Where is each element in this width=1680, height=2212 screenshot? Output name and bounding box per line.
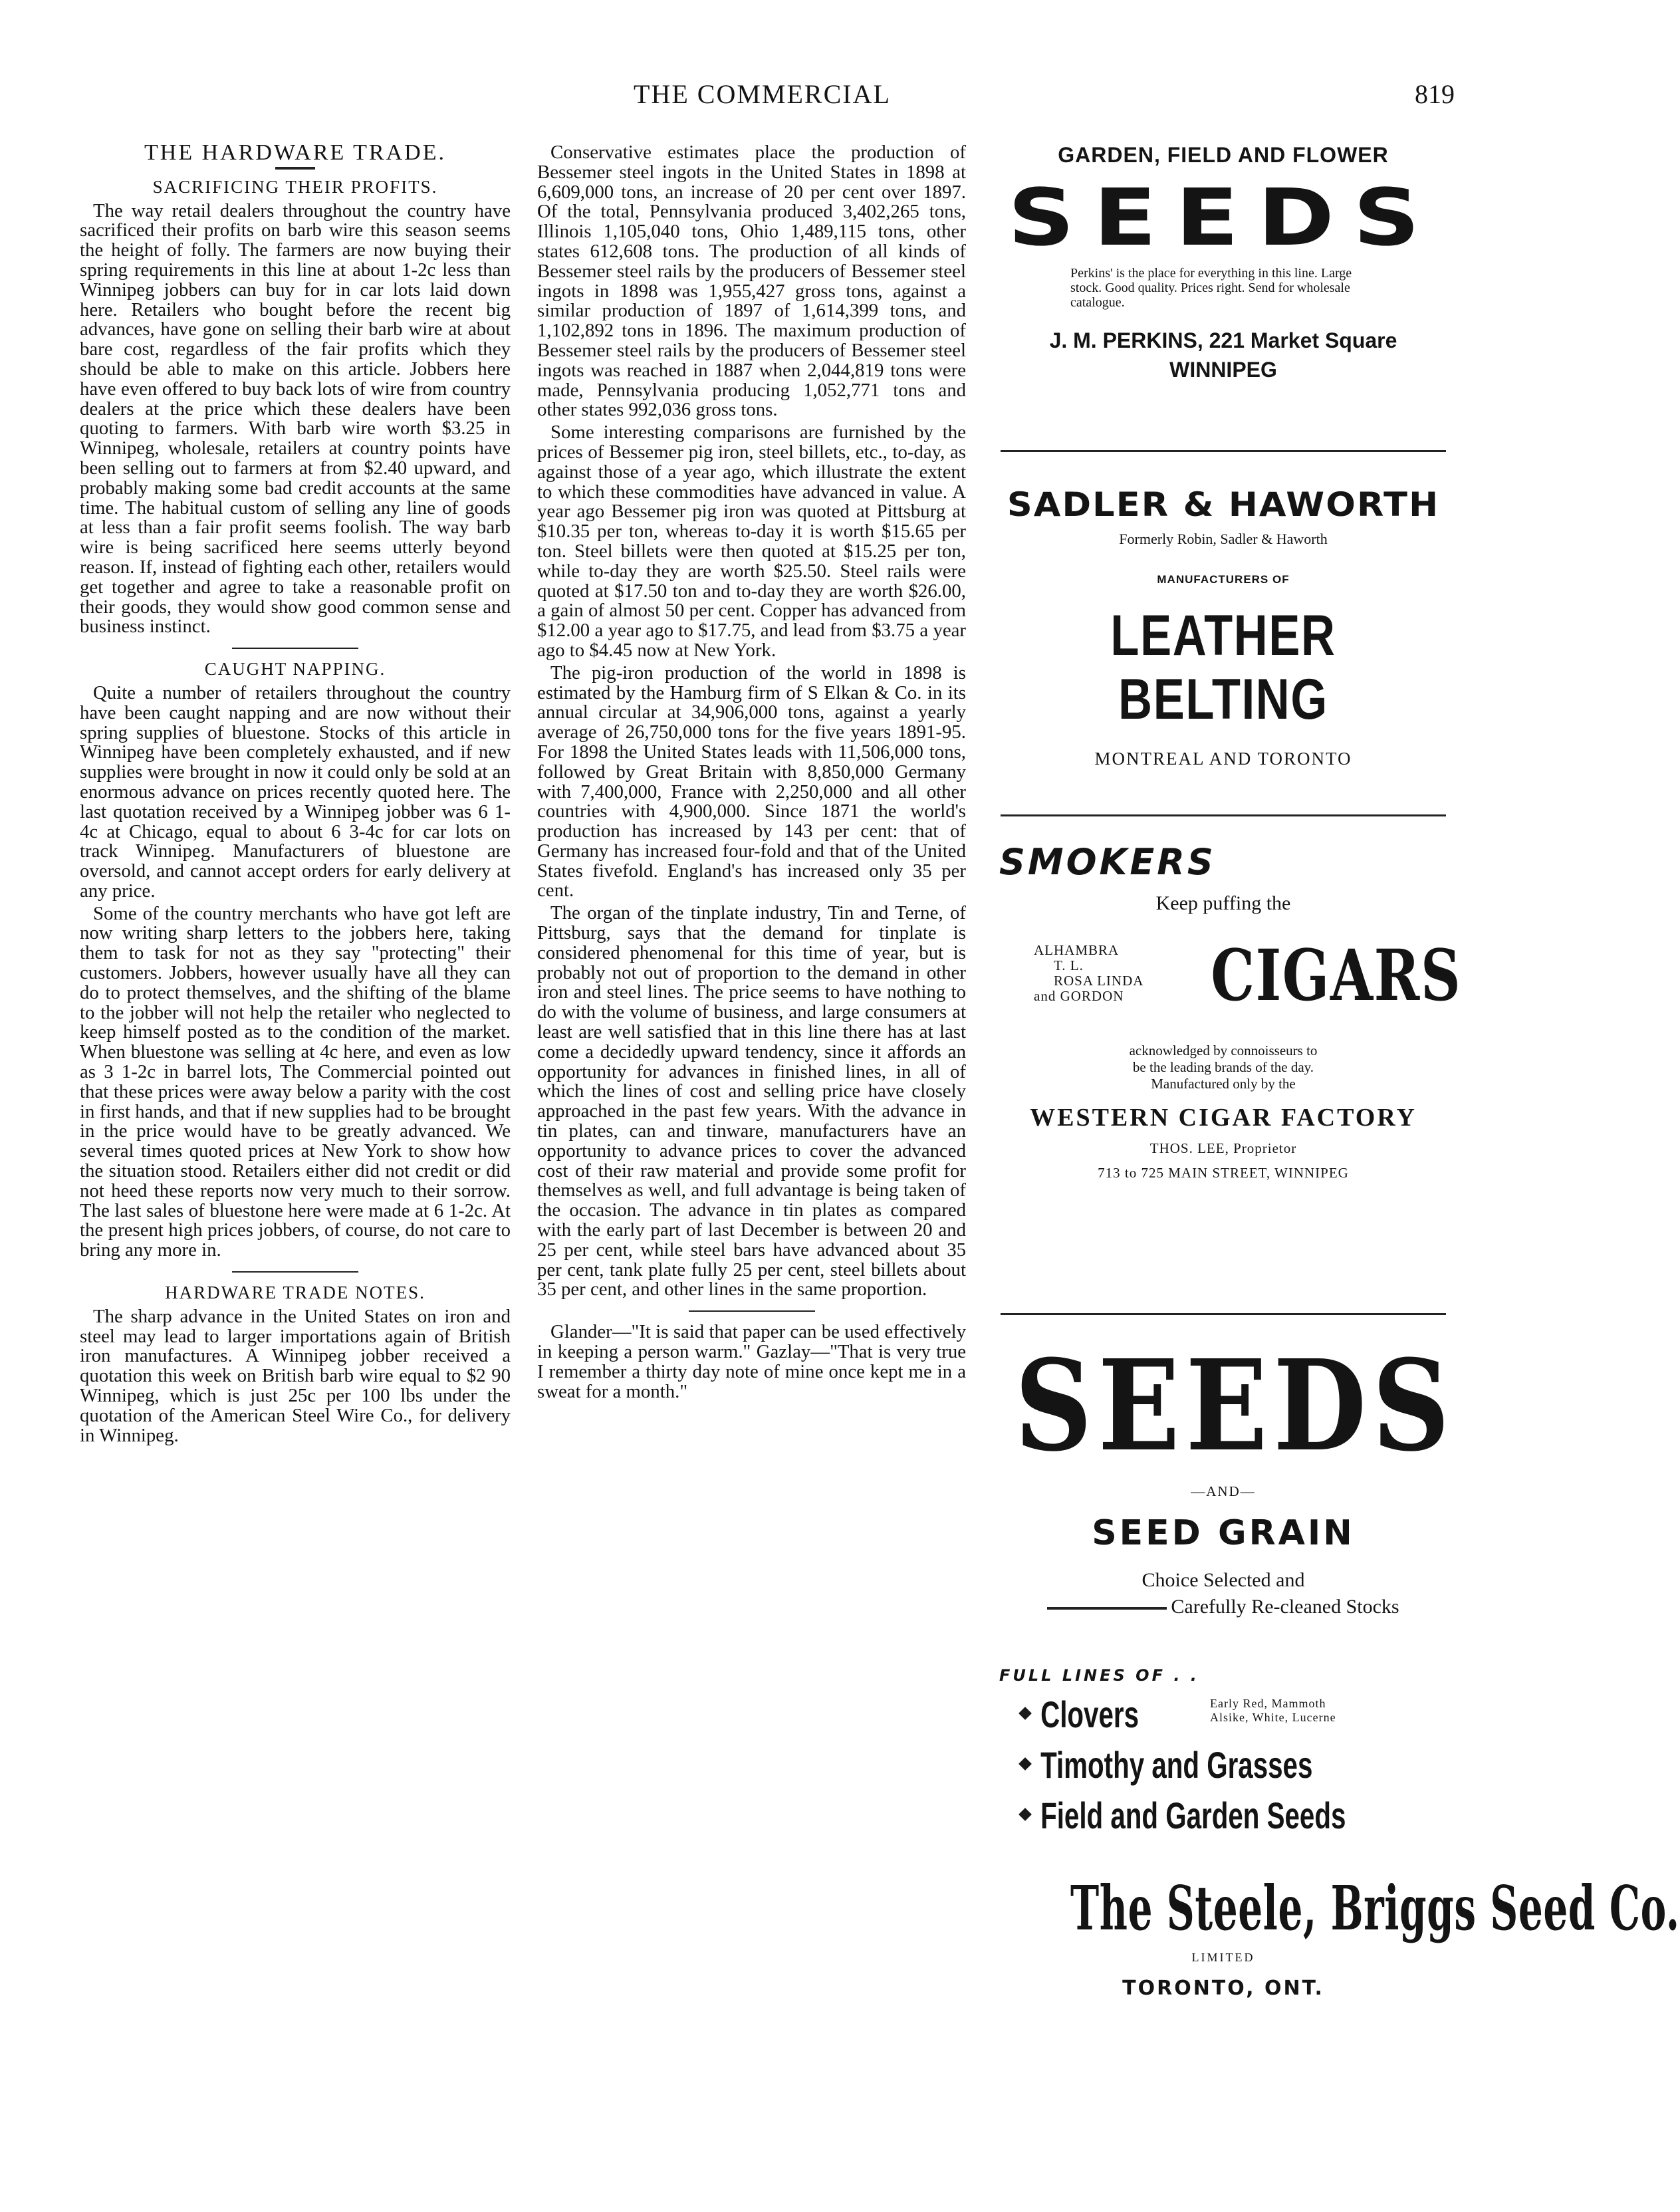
- section-divider: [232, 1271, 358, 1273]
- ad-city: TORONTO, ONT.: [1122, 1977, 1324, 2000]
- ad-headline: SMOKERS: [999, 841, 1216, 883]
- ad-address: 713 to 725 MAIN STREET, WINNIPEG: [1098, 1165, 1349, 1181]
- diamond-bullet-icon: [1019, 1808, 1032, 1821]
- article-paragraph: Some of the country merchants who have got left are now writing sharp letters to the jobbers here, taking them to task for not as they say "protecting" their customers. Jobbers, however usually have all they can do to protect themselves, and the shifting of the blame to the jobber will not help the retailer who neglected to keep himself posted as to the condition of the market. When bluestone was selling at 4c here, and even as low as 3 1-2c in barrel lots, The Commercial pointed out that these prices were away below a parity with the cost in first hands, and that if new supplies had to be brought in the price would have to be greatly advanced. We several times quoted prices at New York to show how the situation stood. Retailers either did not credit or did not heed these reports now very much to their sorrow. The last sales of bluestone here were made at 6 1-2c. At the present high prices jobbers, of course, do not care to bring any more in.: [80, 902, 511, 1261]
- ad-seeds-title: SEEDS: [1015, 1332, 1456, 1479]
- anecdote-paragraph: Glander—"It is said that paper can be used effectively in keeping a person warm." Gazlay—"That is very true I remember a thirty day note of mine once kept me in a sweat for a month.": [537, 1321, 966, 1402]
- ad-seeds-title: SEEDS: [1007, 172, 1439, 263]
- decorative-line: [1047, 1607, 1167, 1610]
- ad-body-line: Manufactured only by the: [1151, 1076, 1296, 1092]
- ad-steele-briggs-seeds: [981, 1332, 1680, 2000]
- publication-title: THE COMMERCIAL: [634, 79, 891, 109]
- seed-item-timothy: [981, 1745, 1466, 1786]
- page-number: 819: [1415, 79, 1455, 109]
- ad-cigars-title: CIGARS: [1211, 933, 1462, 1017]
- column-hardware-trade: [80, 140, 511, 1448]
- ad-cities: MONTREAL AND TORONTO: [1094, 749, 1352, 769]
- ad-choice-line: Choice Selected and: [1141, 1569, 1305, 1591]
- seed-item-label: Timothy and Grasses: [1040, 1744, 1313, 1786]
- article-paragraph: The organ of the tinplate industry, Tin and Terne, of Pittsburg, says that the demand for tinplate is considered phenomenal for this time of year, but is probably not out of proportion to the demand in other iron and steel lines. The price seems to have nothing to do with the volume of business, and large consumers at least are well satisfied that in this line there has at last come a decidedly upward tendency, since it affords an opportunity for advances in finished lines, in all of which the lines of cost and selling price have closely approached in the past few years. With the advance in tin plates, can and tinware, manufacturers have an opportunity to advance prices to cover the advanced cost of their raw material and provide some profit for themselves as well, and full advantage is being taken of the occasion. The advance in tin plates as compared with the early part of last December is between 20 and 25 per cent, while steel bars have advanced about 35 per cent, tank plate fully 25 per cent, steel billets about 35 per cent, and other lines in the same proportion.: [537, 902, 966, 1300]
- seed-item-clovers: [981, 1694, 1466, 1735]
- ad-cleaned-text: Carefully Re-cleaned Stocks: [1171, 1596, 1399, 1618]
- ad-and: —AND—: [1191, 1483, 1256, 1499]
- cigar-brand: T. L.: [1054, 957, 1084, 973]
- article-paragraph: Some interesting comparisons are furnished by the prices of Bessemer pig iron, steel billets, etc., to-day, as against those of a year ago, which illustrate the extent to which these commodities have advanced in value. A year ago Bessemer pig iron was quoted at Pittsburg at $10.35 per ton, whereas to-day it is worth $15.65 per ton. Steel billets were then quoted at $15.25 per ton, while to-day they are worth $25.50. Steel rails were quoted at $17.50 ton and to-day they are worth $26.00, a gain of almost 50 per cent. Copper has advanced from $12.00 a year ago to $17.75, and lead from $3.75 a year ago to $4.45 now at New York.: [537, 422, 966, 661]
- article-paragraph: The pig-iron production of the world in 1898 is estimated by the Hamburg firm of S Elkan & Co. in its annual circular at 34,906,000 tons, against a yearly average of 26,750,000 tons for the five years 1891-95. For 1898 the United States leads with 11,506,000 tons, followed by Great Britain with 8,850,000 Germany with 7,400,000, France with 2,250,000 and all other countries with 4,900,000. Since 1871 the world's production has increased by 143 per cent: that of Germany has increased four-fold and that of the United States fivefold. England's has increased only 35 per cent.: [537, 662, 966, 902]
- ad-western-cigar: [981, 841, 1466, 1181]
- ad-body-text: [981, 1043, 1466, 1092]
- ad-company-name: SADLER & HAWORTH: [1007, 485, 1440, 524]
- ad-limited: LIMITED: [1191, 1951, 1255, 1964]
- running-head: [0, 78, 1524, 118]
- article-paragraph: The way retail dealers throughout the country have sacrificed their profits on barb wire this season seems the height of folly. The farmers are now buying their spring requirements in this line at about 1-2c less than Winnipeg jobbers can buy for in car lots laid down here. Retailers who bought before the recent big advances, have gone on selling their barb wire at about bare cost, regardless of the fair profits which they should be able to make on this article. Jobbers here have even offered to buy back lots of wire from country dealers at the price which these dealers have been quoting to farmers. With barb wire worth $3.25 in Winnipeg, wholesale, retailers at country points have been selling out to farmers at from $2.40 upward, and probably making some bad credit accounts at the same time. The habitual custom of selling any line of goods at less than a fair profit seems foolish. The way barb wire is being sacrificed here seems utterly beyond reason. If, instead of fighting each other, retailers would get together and agree to take a reasonable profit on their goods, they would show good common sense and business instinct.: [80, 199, 511, 638]
- ad-former-name: Formerly Robin, Sadler & Haworth: [1119, 531, 1328, 547]
- ad-proprietor: THOS. LEE, Proprietor: [1149, 1140, 1297, 1156]
- subheading-sacrificing: SACRIFICING THEIR PROFITS.: [152, 176, 438, 197]
- section-heading: THE HARDWARE TRADE.: [144, 140, 446, 165]
- clovers-varieties: [1210, 1697, 1336, 1725]
- ad-divider: [1001, 1313, 1446, 1315]
- ad-tagline: Keep puffing the: [1155, 892, 1291, 914]
- seed-item-label: Field and Garden Seeds: [1040, 1794, 1346, 1836]
- diamond-bullet-icon: [1019, 1757, 1032, 1771]
- ad-body-line: acknowledged by connoisseurs to: [1129, 1043, 1318, 1058]
- article-paragraph: Quite a number of retailers throughout the country have been caught napping and are now without their spring supplies of bluestone. Stocks of this article in Winnipeg have been completely exhausted, and if new supplies were brought in now it could only be sold at an enormous advance on prices recently quoted here. The last quotation received by a Winnipeg jobber was 6 1-4c at Chicago, equal to about 6 3-4c for car lots on track Winnipeg. Manufacturers of bluestone are oversold, and cannot accept orders for early delivery at any price.: [80, 681, 511, 902]
- advertisement-column: [981, 143, 1680, 2144]
- ad-body-text: Perkins' is the place for everything in this line. Large stock. Good quality. Prices right. Send for wholesale catalogue.: [1070, 266, 1352, 310]
- clovers-variety-line: Early Red, Mammoth: [1210, 1697, 1326, 1710]
- ad-full-lines: FULL LINES OF . .: [999, 1666, 1199, 1685]
- cigar-brand-row: [981, 933, 1466, 1027]
- ad-perkins-seeds: [981, 143, 1466, 383]
- ad-sadler-haworth: [981, 485, 1466, 769]
- diamond-bullet-icon: [1019, 1707, 1032, 1720]
- heading-rule: [275, 167, 315, 170]
- column-iron-steel: [537, 143, 966, 1404]
- ad-divider: [1001, 814, 1446, 816]
- ad-product: LEATHER BELTING: [1110, 604, 1336, 731]
- ad-cleaned-line: [981, 1596, 1466, 1618]
- clovers-variety-line: Alsike, White, Lucerne: [1210, 1711, 1336, 1724]
- ad-company-name: The Steele, Briggs Seed Co.: [1070, 1872, 1680, 1944]
- section-divider: [232, 648, 358, 649]
- cigar-brand: ROSA LINDA: [1054, 973, 1144, 989]
- cigar-brand: ALHAMBRA: [1034, 942, 1120, 958]
- seed-item-field-garden: [981, 1795, 1466, 1836]
- subheading-caught-napping: CAUGHT NAPPING.: [204, 659, 386, 679]
- ad-seed-grain: SEED GRAIN: [1092, 1513, 1355, 1553]
- cigar-brand-list: [1034, 943, 1160, 1004]
- article-paragraph: The sharp advance in the United States on iron and steel may lead to larger importations again of British iron manufactures. A Winnipeg jobber received a quotation this week on British barb wire equal to $2 90 Winnipeg, which is just 25c per 100 lbs under the quotation of the American Steel Wire Co., for delivery in Winnipeg.: [80, 1305, 511, 1446]
- seed-item-label: Clovers: [1040, 1693, 1139, 1735]
- ad-divider: [1001, 450, 1446, 452]
- ad-body-line: be the leading brands of the day.: [1132, 1059, 1314, 1075]
- subheading-trade-notes: HARDWARE TRADE NOTES.: [165, 1283, 425, 1303]
- ad-address: J. M. PERKINS, 221 Market Square: [1049, 328, 1397, 352]
- ad-manufacturers-label: MANUFACTURERS OF: [1157, 573, 1290, 586]
- article-paragraph: Conservative estimates place the production of Bessemer steel ingots in the United States in 1898 at 6,609,000 tons, an increase of 20 per cent over 1897. Of the total, Pennsylvania produced 3,402,265 tons, Illinois 1,105,040 tons, Ohio 1,489,115 tons, other states 612,608 tons. The production of all kinds of Bessemer steel rails by the producers of Bessemer steel ingots in 1898 was 1,955,427 gross tons, against a similar production of 1897 of 1,614,399 tons, and 1,102,892 tons in 1896. The maximum production of Bessemer steel rails by the producers of Bessemer steel ingots was reached in 1887 when 2,044,819 tons were made, Pennsylvania producing 1,052,771 tons and other states 992,036 gross tons.: [537, 142, 966, 421]
- section-divider: [689, 1310, 815, 1312]
- ad-factory-name: WESTERN CIGAR FACTORY: [1030, 1104, 1417, 1132]
- ad-city: WINNIPEG: [1169, 358, 1277, 382]
- ad-headline: GARDEN, FIELD AND FLOWER: [1058, 143, 1389, 167]
- cigar-brand: and GORDON: [1034, 988, 1124, 1004]
